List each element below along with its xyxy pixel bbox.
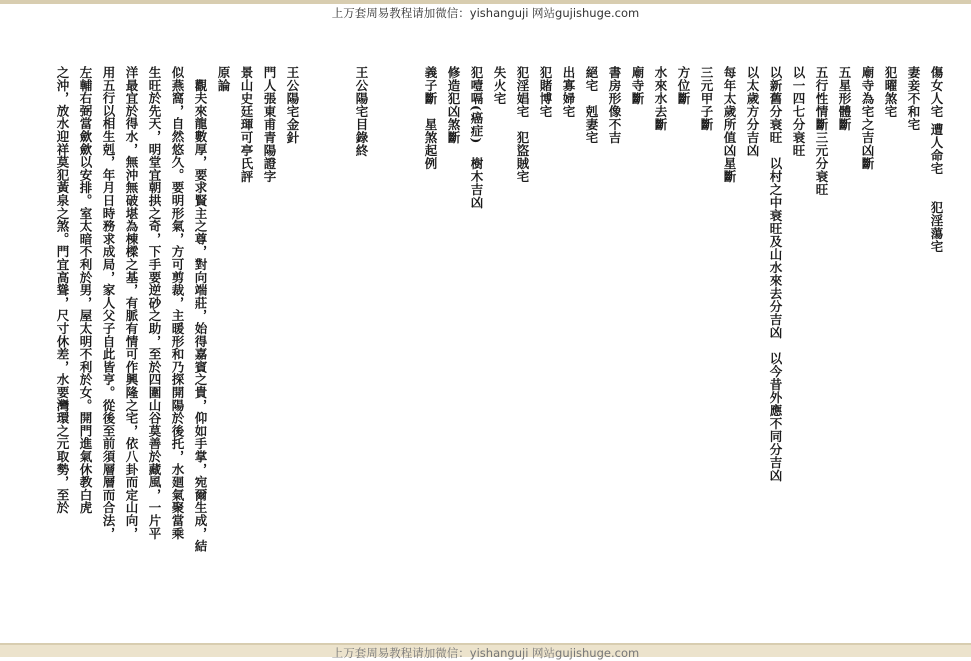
toc-entry: 五星形體斷 [837, 66, 852, 131]
annotator-credit: 門人張東甫青陽證字 [262, 66, 277, 183]
toc-entry: 五行性情斷三元分衰旺 [814, 66, 829, 196]
toc-end: 王公陽宅目錄終 [354, 66, 369, 157]
toc-entry: 廟寺為宅之吉凶斷 [860, 66, 875, 170]
toc-entry: 修造犯凶煞斷 [446, 66, 461, 144]
toc-entry: 以新舊分衰旺 以村之中衰旺及山水來去分吉凶 以今昔外應不同分吉凶 [768, 66, 783, 482]
toc-entry: 義子斷 星煞起例 [423, 66, 438, 170]
toc-entry: 每年太歲所值凶星斷 [722, 66, 737, 183]
toc-entry: 犯曜煞宅 [883, 66, 898, 118]
toc-entry: 失火宅 [492, 66, 507, 105]
top-border [0, 0, 971, 4]
toc-entry: 傷女人宅 遭人命宅 犯淫蕩宅 [929, 66, 944, 253]
bottom-watermark: 上万套周易教程请加微信：yishanguji 网站gujishuge.com [331, 646, 640, 660]
toc-entry: 以一四七分衰旺 [791, 66, 806, 157]
body-line: 觀夫來龍數厚，要求賢主之尊，對向端莊，始得嘉賓之貴，仰如手掌，宛爾生成，結 [193, 66, 208, 553]
body-line: 生旺於先天，明堂宜朝拱之奇，下手要逆砂之助，至於四圍山谷莫善於藏風，一片平 [147, 66, 162, 540]
section-title: 原論 [216, 66, 231, 92]
toc-entry: 廟寺斷 [630, 66, 645, 105]
toc-entry: 絕宅 剋妻宅 [584, 66, 599, 144]
body-line: 之沖，放水迎祥莫犯黃泉之煞。門宜高聳，尺寸休差，水要灣環之元取勢，至於 [55, 66, 70, 514]
toc-entry: 以太歲方分吉凶 [745, 66, 760, 157]
toc-entry: 犯賭博宅 [538, 66, 553, 118]
toc-entry: 水來水去斷 [653, 66, 668, 131]
body-line: 用五行以相生剋，年月日時務求成局，家人父子自此皆亨。從後至前須層層而合法， [101, 66, 116, 540]
toc-entry: 妻妾不和宅 [906, 66, 921, 131]
commentator-credit: 景山史廷琿可亭氏評 [239, 66, 254, 183]
toc-entry: 書房形像不吉 [607, 66, 622, 144]
top-watermark: 上万套周易教程请加微信：yishanguji 网站gujishuge.com [331, 6, 640, 20]
body-line: 洋最宜於得水，無沖無破堪為棟樑之基，有脈有情可作興隆之宅，依八卦而定山向， [124, 66, 139, 540]
book-title: 王公陽宅金針 [285, 66, 300, 144]
body-line: 似燕窩，自然悠久。要明形氣，方可剪裁，主暖形和乃探開陽於後托，水廻氣聚當乘 [170, 66, 185, 540]
toc-entry: 出寡婦宅 [561, 66, 576, 118]
body-line: 左輔右弼當歛歛以安排。室太暗不利於男，屋太明不利於女。開門進氣休教白虎 [78, 66, 93, 514]
toc-entry: 方位斷 [676, 66, 691, 105]
toc-entry: 犯噎嗝(癌症) 樹木吉凶 [469, 66, 484, 209]
toc-entry: 三元甲子斷 [699, 66, 714, 131]
toc-entry: 犯淫娼宅 犯盜賊宅 [515, 66, 530, 183]
